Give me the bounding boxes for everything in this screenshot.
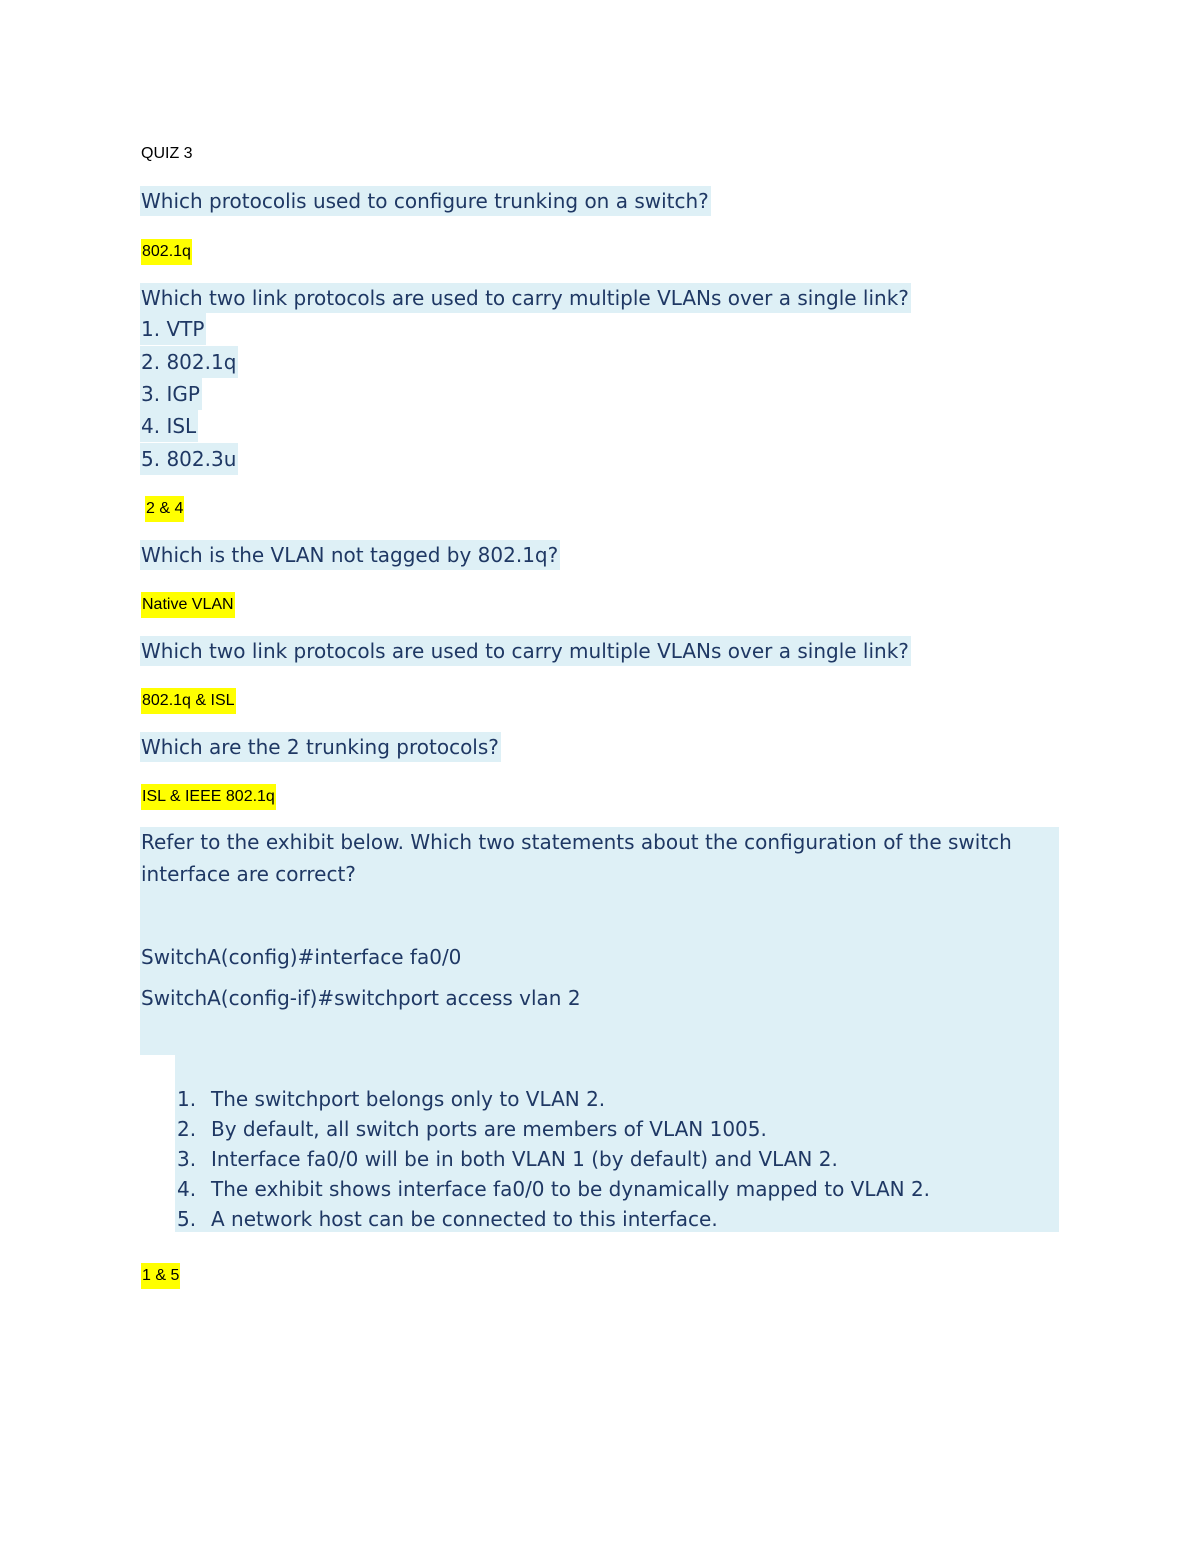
question-1: Which protocolis used to configure trunking on a switch? (140, 186, 711, 216)
question-6-option-2 (177, 1114, 767, 1144)
question-6-option-4 (177, 1174, 930, 1204)
exhibit-line-2: SwitchA(config-if)#switchport access vlan 2 (141, 986, 581, 1010)
answer-4: 802.1q & ISL (141, 688, 236, 714)
answer-5: ISL & IEEE 802.1q (141, 784, 276, 810)
question-2: Which two link protocols are used to carry multiple VLANs over a single link? (140, 283, 911, 313)
question-2-option-2: 2. 802.1q (140, 346, 238, 378)
question-5: Which are the 2 trunking protocols? (140, 732, 501, 762)
question-3: Which is the VLAN not tagged by 802.1q? (140, 540, 560, 570)
exhibit-line-1: SwitchA(config)#interface fa0/0 (141, 945, 462, 969)
question-6-option-3 (177, 1144, 838, 1174)
option-text: By default, all switch ports are members of VLAN 1005. (211, 1117, 767, 1141)
option-text: A network host can be connected to this interface. (211, 1207, 718, 1231)
question-6-option-1 (177, 1084, 605, 1114)
question-6-option-5 (177, 1204, 718, 1234)
option-text: The switchport belongs only to VLAN 2. (211, 1087, 606, 1111)
question-2-option-5: 5. 802.3u (140, 443, 238, 475)
quiz-title: QUIZ 3 (141, 145, 193, 162)
answer-1: 802.1q (141, 239, 192, 265)
question-2-option-1: 1. VTP (140, 313, 206, 345)
option-text: Interface fa0/0 will be in both VLAN 1 (by default) and VLAN 2. (211, 1147, 838, 1171)
option-number: 2. (177, 1117, 197, 1141)
question-6-line-1: Refer to the exhibit below. Which two statements about the configuration of the switch (141, 830, 1012, 854)
answer-2: 2 & 4 (145, 496, 184, 522)
question-6-line-2: interface are correct? (141, 862, 356, 886)
answer-6: 1 & 5 (141, 1263, 180, 1289)
option-number: 1. (177, 1087, 197, 1111)
answer-3: Native VLAN (141, 592, 235, 618)
option-number: 4. (177, 1177, 197, 1201)
option-number: 5. (177, 1207, 197, 1231)
question-2-option-4: 4. ISL (140, 410, 198, 442)
question-2-option-3: 3. IGP (140, 378, 202, 410)
option-number: 3. (177, 1147, 197, 1171)
option-text: The exhibit shows interface fa0/0 to be dynamically mapped to VLAN 2. (211, 1177, 931, 1201)
question-4: Which two link protocols are used to carry multiple VLANs over a single link? (140, 636, 911, 666)
